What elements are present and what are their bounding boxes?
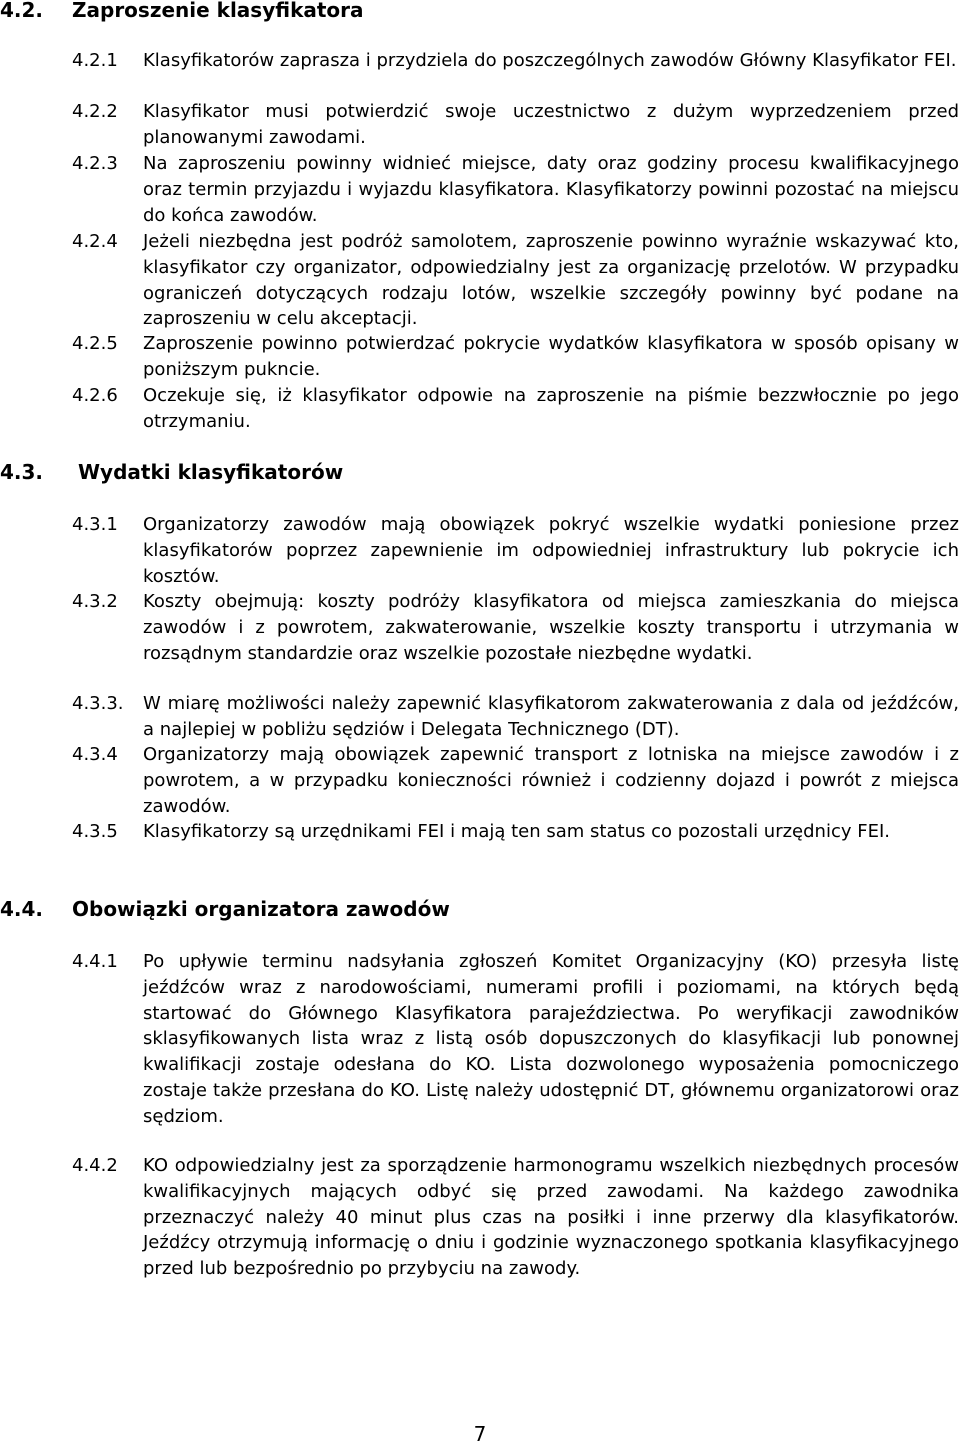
paragraph-text: Oczekuje się, iż klasyfikator odpowie na zaproszenie na piśmie bezzwłocznie po jego otrzymaniu. [143,385,959,432]
paragraph-text: Koszty obejmują: koszty podróży klasyfikatora od miejsca zamieszkania do miejsca zawodów i z powrotem, zakwaterowanie, wszelkie koszty transportu i utrzymania w rozsądnym standardzie oraz wszelkie pozostałe niezbędne wydatki. [143,591,959,664]
paragraph-number: 4.2.4 [72,231,118,252]
section-number: 4.3. [0,460,44,484]
section-title: Wydatki klasyfikatorów [78,460,344,484]
paragraph [72,819,959,845]
paragraph [72,589,959,666]
paragraph-number: 4.2.2 [72,101,118,122]
paragraph-number: 4.4.1 [72,951,118,972]
paragraph-text: Po upływie terminu nadsyłania zgłoszeń Komitet Organizacyjny (KO) przesyła listę jeźdźców wraz z narodowościami, numerami profili i poziomami, na których będą startować do Głównego Klasyfikatora parajeździectwa. Po weryfikacji zawodników sklasyfikowanych lista wraz z listą osób dopuszczonych do klasyfikacji lub ponownej kwalifikacji zostaje odesłana do KO. Lista dozwolonego wyposażenia pomocniczego zostaje także przesłana do KO. Listę należy udostępnić DT, głównemu organizatorowi oraz sędziom. [143,951,959,1127]
paragraph [72,949,959,1130]
paragraph-number: 4.4.2 [72,1155,118,1176]
paragraph-number: 4.3.5 [72,821,118,842]
section-title: Zaproszenie klasyfikatora [72,0,364,22]
paragraph-number: 4.2.3 [72,153,118,174]
paragraph [72,151,959,228]
paragraph-number: 4.2.1 [72,50,118,71]
paragraph [72,331,959,383]
paragraph-text: Klasyfikatorów zaprasza i przydziela do poszczególnych zawodów Główny Klasyfikator FEI. [143,50,957,71]
paragraph-number: 4.3.4 [72,744,118,765]
paragraph [72,48,959,74]
paragraph [72,383,959,435]
paragraph [72,691,959,743]
section-number: 4.2. [0,0,44,22]
page-number: 7 [473,1422,487,1446]
paragraph-text: Klasyfikatorzy są urzędnikami FEI i mają ten sam status co pozostali urzędnicy FEI. [143,821,890,842]
paragraph [72,742,959,819]
paragraph-number: 4.3.3. [72,693,124,714]
section-number: 4.4. [0,897,44,921]
paragraph-text: W miarę możliwości należy zapewnić klasyfikatorom zakwaterowania z dala od jeźdźców, a najlepiej w pobliżu sędziów i Delegata Technicznego (DT). [143,693,959,740]
paragraph-text: Na zaproszeniu powinny widnieć miejsce, daty oraz godziny procesu kwalifikacyjnego oraz termin przyjazdu i wyjazdu klasyfikatora. Klasyfikatorzy powinni pozostać na miejscu do końca zawodów. [143,153,959,226]
paragraph-text: Organizatorzy zawodów mają obowiązek pokryć wszelkie wydatki poniesione przez klasyfikatorów poprzez zapewnienie im odpowiedniej infrastruktury lub pokrycie ich kosztów. [143,514,959,587]
paragraph-text: Jeżeli niezbędna jest podróż samolotem, zaproszenie powinno wyraźnie wskazywać kto, klasyfikator czy organizator, odpowiedzialny jest za organizację przelotów. W przypadku ograniczeń dotyczących rodzaju lotów, wszelkie szczegóły powinny być podane na zaproszeniu w celu akceptacji. [143,231,959,330]
paragraph-number: 4.3.1 [72,514,118,535]
paragraph-text: Organizatorzy mają obowiązek zapewnić transport z lotniska na miejsce zawodów i z powrotem, a w przypadku konieczności również i codzienny dojazd i powrót z miejsca zawodów. [143,744,959,817]
paragraph-number: 4.3.2 [72,591,118,612]
paragraph-number: 4.2.6 [72,385,118,406]
paragraph-text: Klasyfikator musi potwierdzić swoje uczestnictwo z dużym wyprzedzeniem przed planowanymi zawodami. [143,101,959,148]
paragraph [72,1153,959,1282]
paragraph [72,99,959,151]
paragraph-text: Zaproszenie powinno potwierdzać pokrycie wydatków klasyfikatora w sposób opisany w poniższym pukncie. [143,333,959,380]
paragraph [72,512,959,589]
section-title: Obowiązki organizatora zawodów [72,897,450,921]
paragraph-number: 4.2.5 [72,333,118,354]
paragraph-text: KO odpowiedzialny jest za sporządzenie harmonogramu wszelkich niezbędnych procesów kwalifikacyjnych mających odbyć się przed zawodami. Na każdego zawodnika przeznaczyć należy 40 minut plus czas na posiłki i inne przerwy dla klasyfikatorów. Jeźdźcy otrzymują informację o dniu i godzinie wyznaczonego spotkania klasyfikacyjnego przed lub bezpośrednio po przybyciu na zawody. [143,1155,959,1280]
paragraph [72,229,959,332]
